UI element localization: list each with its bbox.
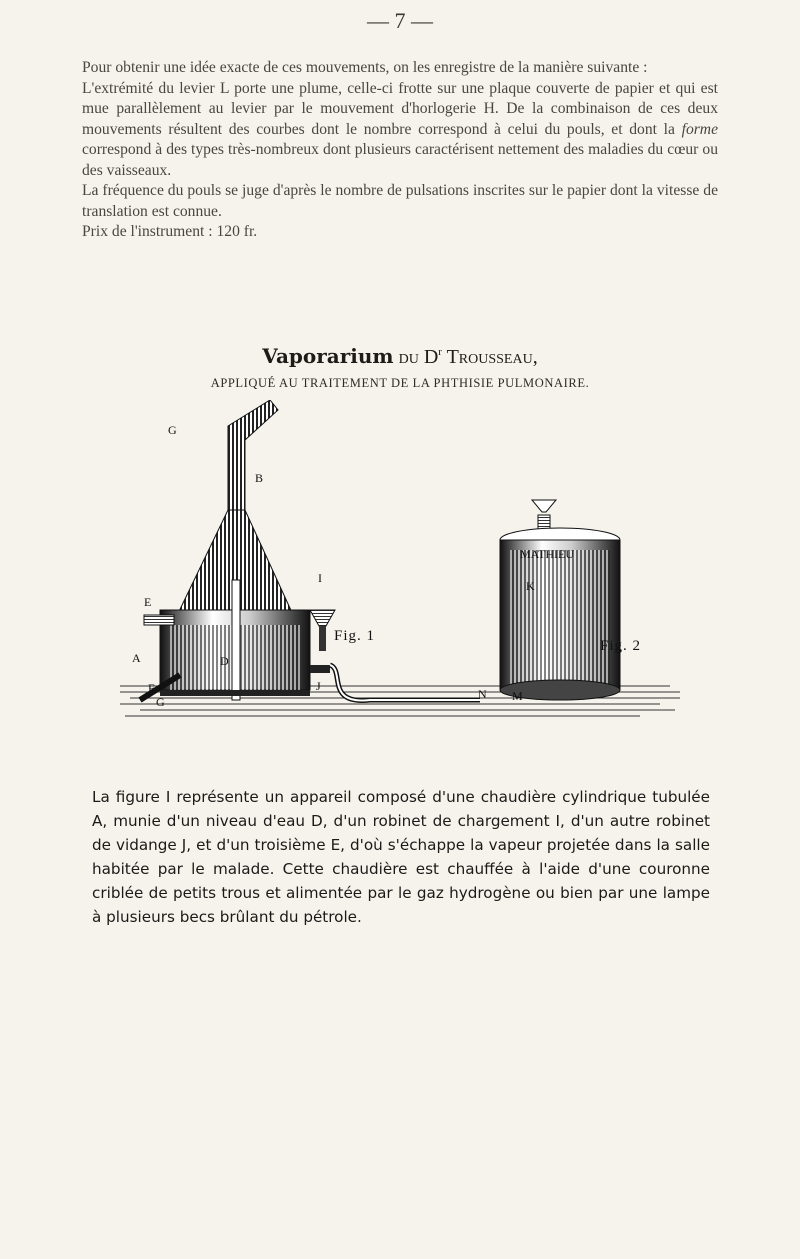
intro-line-2 — [82, 79, 718, 182]
label-n: N — [478, 687, 487, 701]
label-j: J — [316, 679, 321, 693]
label-maker: MATHIEU — [520, 547, 574, 561]
label-g-top: G — [168, 423, 177, 437]
label-m: M — [512, 689, 523, 703]
engraving-figure — [120, 400, 680, 720]
label-i: I — [318, 571, 322, 585]
intro-line-1: Pour obtenir une idée exacte de ces mouvements, on les enregistre de la manière suivante : — [82, 59, 648, 76]
label-e: E — [144, 595, 152, 609]
figure-caption — [92, 785, 710, 929]
intro-line-2-em: forme — [681, 120, 718, 138]
intro-line-2-b: correspond à des types très-nombreux dont plusieurs caractérisent nettement des maladies du cœur ou des vaisseaux. — [82, 141, 718, 179]
intro-line-3: La fréquence du pouls se juge d'après le nombre de pulsations inscrites sur le papier dont la vitesse de translation est connue. — [82, 182, 718, 220]
label-b: B — [255, 471, 264, 485]
intro-text — [82, 58, 718, 243]
heading-du: du D — [393, 346, 439, 368]
boiler-fig1 — [140, 400, 335, 700]
heading-sup: r — [438, 346, 442, 358]
intro-line-4: Prix de l'instrument : 120 fr. — [82, 223, 258, 240]
heading-name: Trousseau, — [441, 346, 538, 368]
connecting-tube — [330, 665, 480, 700]
label-g: G — [156, 695, 165, 709]
label-fig2: Fig. 2 — [600, 638, 642, 654]
label-d: D — [220, 654, 229, 668]
section-subheading: APPLIQUÉ AU TRAITEMENT DE LA PHTHISIE PULMONAIRE. — [210, 376, 590, 390]
engraving-illustration — [120, 400, 680, 720]
intro-line-2-a: L'extrémité du levier L porte une plume, celle-ci frotte sur une plaque couverte de papier et qui est mue parallèlement au levier par le mouvement d'horlogerie H. De la combinaison de ces deux mouvements résultent des courbes dont le nombre correspond à celui du pouls, et dont la — [82, 79, 718, 138]
heading-vaporarium: Vaporarium — [262, 344, 394, 368]
page-number: — 7 — — [367, 8, 433, 33]
label-k: K — [526, 579, 535, 593]
label-a: A — [132, 651, 141, 665]
label-f: F — [148, 681, 155, 695]
section-heading — [0, 344, 800, 369]
vessel-fig2 — [500, 500, 620, 700]
caption-text: La figure I représente un appareil composé d'une chaudière cylindrique tubulée A, munie d'un niveau d'eau D, d'un robinet de chargement I, d'un autre robinet de vidange J, et d'un troisième E, d'où s'échappe la vapeur projetée dans la salle habitée par le malade. Cette chaudière est chauffée à l'aide d'une couronne criblée de petits trous et alimentée par le gaz hydrogène ou bien par une lampe à plusieurs becs brûlant du pétrole. — [92, 788, 710, 926]
label-fig1: Fig. 1 — [334, 628, 376, 644]
